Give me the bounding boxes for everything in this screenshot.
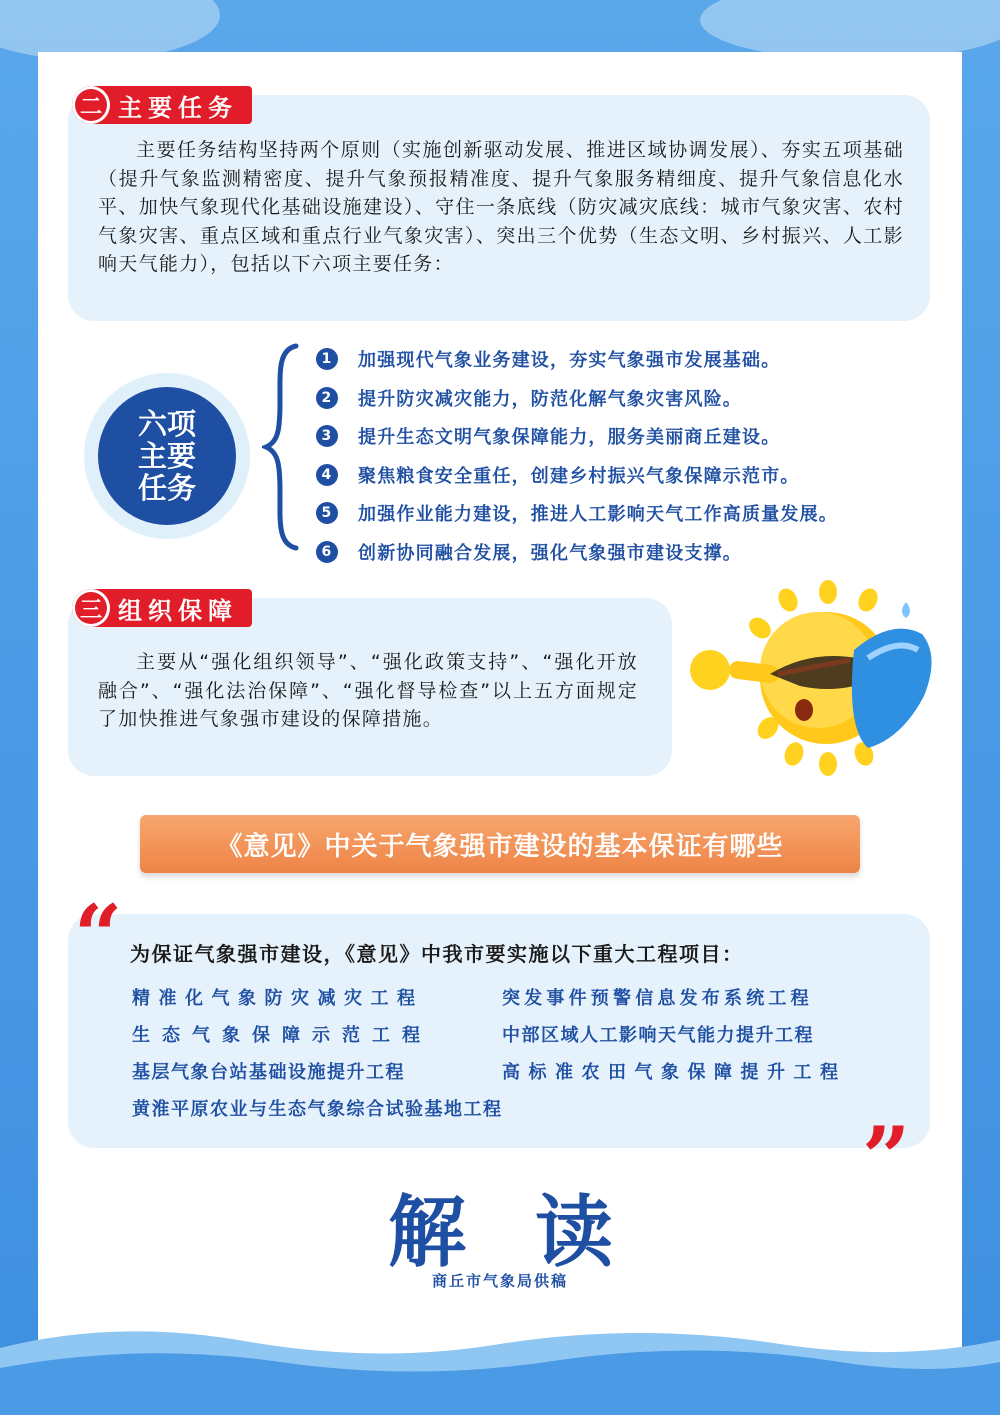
circle-line: 六项 bbox=[137, 407, 196, 441]
task-number: 1 bbox=[316, 348, 338, 370]
section-number: 三 bbox=[72, 589, 110, 627]
page-title-char: 解 bbox=[388, 1188, 467, 1278]
project-item: 高标准农田气象保障提升工程 bbox=[502, 1062, 847, 1083]
list-item bbox=[316, 379, 936, 418]
list-item bbox=[316, 340, 936, 379]
section-tag-org-guarantee bbox=[72, 589, 252, 627]
list-item bbox=[316, 533, 936, 572]
org-guarantee-text bbox=[98, 648, 638, 734]
project-item: 生态气象保障示范工程 bbox=[132, 1025, 432, 1046]
task-text: 提升防灾减灾能力，防范化解气象灾害风险。 bbox=[358, 388, 742, 410]
circle-line: 任务 bbox=[137, 471, 196, 505]
task-text: 聚焦粮食安全重任，创建乡村振兴气象保障示范市。 bbox=[358, 465, 800, 487]
close-quote-icon: ” bbox=[862, 1108, 911, 1207]
project-item: 基层气象台站基础设施提升工程 bbox=[132, 1062, 405, 1083]
wave-decoration bbox=[0, 1318, 1000, 1415]
section-title: 主要任务 bbox=[118, 93, 238, 122]
page-title-char: 读 bbox=[535, 1188, 614, 1278]
project-item: 中部区域人工影响天气能力提升工程 bbox=[502, 1025, 814, 1046]
main-tasks-paragraph: 主要任务结构坚持两个原则（实施创新驱动发展、推进区域协调发展）、夯实五项基础（提升气象监测精密度、提升气象预报精准度、提升气象服务精细度、提升气象信息化水平、加快气象现代化基础设施建设）、守住一条底线（防灾减灾底线：城市气象灾害、农村气象灾害、重点区域和重点行业气象灾害）、突出三个优势（生态文明、乡村振兴、人工影响天气能力），包括以下六项主要任务： bbox=[98, 139, 904, 275]
list-item bbox=[316, 417, 936, 456]
open-quote-icon: “ bbox=[74, 886, 123, 985]
sky-cloud bbox=[0, 0, 220, 60]
task-text: 提升生态文明气象保障能力，服务美丽商丘建设。 bbox=[358, 427, 781, 449]
six-tasks-circle bbox=[98, 387, 236, 525]
org-guarantee-paragraph: 主要从“强化组织领导”、“强化政策支持”、“强化开放融合”、“强化法治保障”、“强化督导检查”以上五方面规定了加快推进气象强市建设的保障措施。 bbox=[98, 651, 638, 730]
task-number: 4 bbox=[316, 464, 338, 486]
basic-guarantee-banner: 《意见》中关于气象强市建设的基本保证有哪些 bbox=[140, 815, 860, 873]
project-item: 突发事件预警信息发布系统工程 bbox=[502, 988, 813, 1009]
project-item: 黄淮平原农业与生态气象综合试验基地工程 bbox=[132, 1099, 503, 1120]
list-item bbox=[316, 456, 936, 495]
task-number: 3 bbox=[316, 425, 338, 447]
project-item: 精准化气象防灾减灾工程 bbox=[132, 988, 424, 1009]
six-tasks-badge bbox=[84, 373, 250, 539]
sky-cloud bbox=[700, 0, 1000, 60]
task-text: 创新协同融合发展，强化气象强市建设支撑。 bbox=[358, 542, 742, 564]
task-number: 6 bbox=[316, 541, 338, 563]
section-title: 组织保障 bbox=[118, 596, 238, 625]
section-number: 二 bbox=[72, 86, 110, 124]
task-text: 加强现代气象业务建设，夯实气象强市发展基础。 bbox=[358, 350, 781, 372]
task-number: 2 bbox=[316, 387, 338, 409]
task-text: 加强作业能力建设，推进人工影响天气工作高质量发展。 bbox=[358, 504, 838, 526]
main-tasks-text bbox=[98, 136, 904, 279]
task-number: 5 bbox=[316, 502, 338, 524]
section-tag-main-tasks bbox=[72, 86, 252, 124]
list-item bbox=[316, 494, 936, 533]
six-tasks-list bbox=[316, 340, 936, 571]
sun-mascot-icon bbox=[678, 578, 948, 778]
curly-brace-icon bbox=[262, 342, 302, 552]
source-credit: 商丘市气象局供稿 bbox=[431, 1272, 568, 1290]
circle-line: 主要 bbox=[137, 439, 196, 473]
projects-intro: 为保证气象强市建设，《意见》中我市要实施以下重大工程项目： bbox=[130, 942, 744, 966]
